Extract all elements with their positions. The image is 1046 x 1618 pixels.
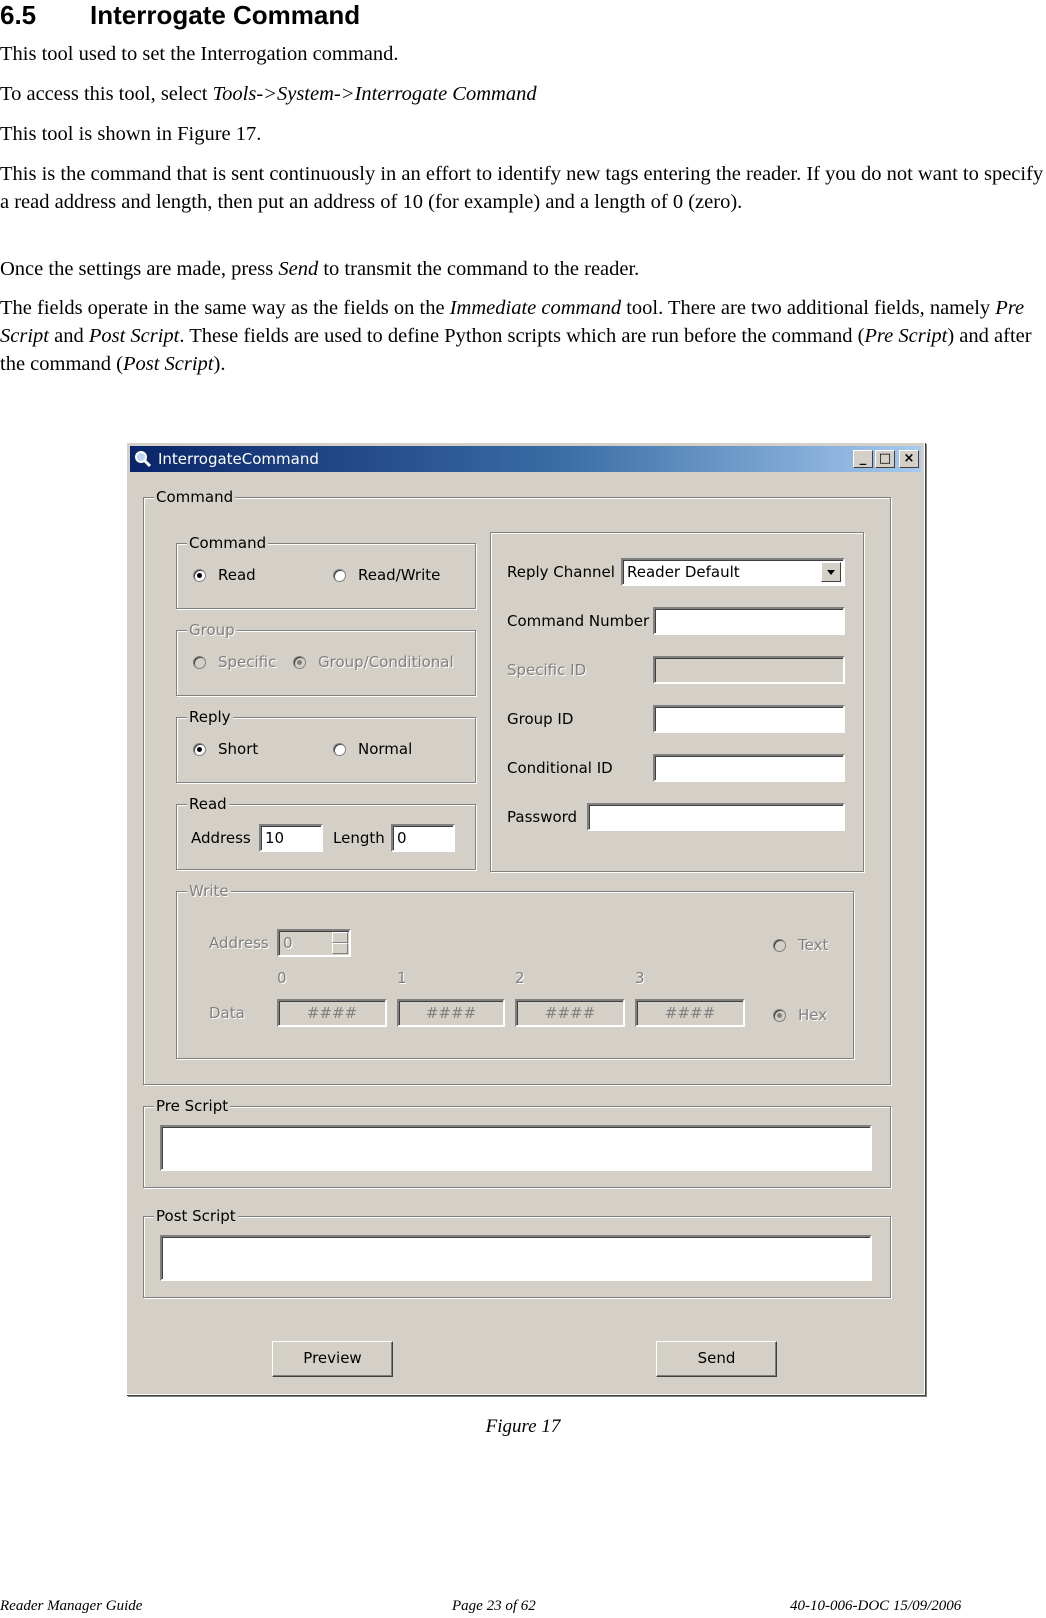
interrogate-command-window bbox=[126, 442, 925, 1395]
password-input[interactable] bbox=[587, 803, 845, 831]
data-col-2: 2 bbox=[515, 969, 525, 987]
spinner-down[interactable] bbox=[332, 943, 348, 954]
read-address-label: Address bbox=[191, 829, 251, 847]
close-button[interactable]: × bbox=[899, 450, 919, 468]
menu-path: Tools->System->Interrogate Command bbox=[212, 83, 537, 105]
write-data-label: Data bbox=[209, 1004, 245, 1022]
reply-channel-label: Reply Channel bbox=[507, 563, 615, 581]
write-address-value: 0 bbox=[283, 934, 293, 952]
command-number-label: Command Number bbox=[507, 612, 650, 630]
p6-e: ) and after the command ( bbox=[0, 325, 1032, 375]
specific-id-label: Specific ID bbox=[507, 661, 587, 679]
group-id-input[interactable] bbox=[653, 705, 845, 733]
read-radio-dot[interactable] bbox=[193, 569, 206, 582]
short-radio-dot[interactable] bbox=[193, 743, 206, 756]
paragraph-2 bbox=[0, 80, 1046, 108]
p6-a: The fields operate in the same way as the fields on the bbox=[0, 297, 450, 319]
section-number: 6.5 bbox=[0, 0, 37, 30]
minimize-button[interactable]: _ bbox=[853, 450, 873, 468]
command-number-input[interactable] bbox=[653, 607, 845, 635]
command-type-legend: Command bbox=[189, 534, 267, 552]
data-col-0: 0 bbox=[277, 969, 287, 987]
post-script-group bbox=[143, 1207, 891, 1298]
footer-center: Page 23 of 62 bbox=[452, 1598, 536, 1614]
post-script-input[interactable] bbox=[160, 1235, 872, 1281]
specific-radio[interactable] bbox=[193, 653, 276, 671]
group-conditional-radio[interactable] bbox=[293, 653, 454, 671]
paragraph-3: This tool is shown in Figure 17. bbox=[0, 123, 262, 145]
p6-em4: Pre Script bbox=[864, 325, 948, 347]
text-radio[interactable] bbox=[773, 936, 828, 954]
window-title: InterrogateCommand bbox=[158, 450, 319, 468]
paragraph-6 bbox=[0, 294, 1046, 378]
hex-radio-dot[interactable] bbox=[773, 1009, 786, 1022]
chevron-down-icon[interactable] bbox=[821, 562, 841, 582]
normal-radio-dot[interactable] bbox=[333, 743, 346, 756]
preview-button[interactable]: Preview bbox=[272, 1341, 393, 1377]
reply-channel-value: Reader Default bbox=[627, 563, 740, 581]
send-button[interactable]: Send bbox=[656, 1341, 777, 1377]
data-col-1: 1 bbox=[397, 969, 407, 987]
p5-suffix: to transmit the command to the reader. bbox=[318, 258, 640, 280]
p6-em1: Immediate command bbox=[449, 297, 622, 319]
p6-b: tool. There are two additional fields, namely bbox=[621, 297, 996, 319]
paragraph-4: This is the command that is sent continuously in an effort to identify new tags entering the reader. If you do not want to specify a read address and length, then put an address of 10 (for example) and a length of 0 (zero). bbox=[0, 163, 1044, 213]
p6-f: ). bbox=[213, 353, 226, 375]
normal-radio[interactable] bbox=[333, 740, 412, 758]
read-radio-label: Read bbox=[218, 566, 256, 584]
read-length-label: Length bbox=[333, 829, 385, 847]
short-radio[interactable] bbox=[193, 740, 258, 758]
read-write-radio[interactable] bbox=[333, 566, 440, 584]
password-label: Password bbox=[507, 808, 578, 826]
conditional-id-label: Conditional ID bbox=[507, 759, 613, 777]
text-radio-label: Text bbox=[798, 936, 829, 954]
spinner-arrows-icon[interactable] bbox=[332, 932, 348, 956]
p5-em: Send bbox=[278, 258, 319, 280]
reply-channel-select[interactable] bbox=[621, 558, 845, 586]
section-title: Interrogate Command bbox=[90, 0, 361, 30]
group-conditional-radio-label: Group/Conditional bbox=[318, 653, 454, 671]
maximize-button[interactable]: □ bbox=[875, 450, 895, 468]
magnifier-icon bbox=[134, 450, 152, 468]
paragraph-5 bbox=[0, 255, 1046, 283]
p5-prefix: Once the settings are made, press bbox=[0, 258, 279, 280]
title-bar[interactable] bbox=[130, 446, 921, 472]
data-field-2[interactable]: #### bbox=[515, 999, 625, 1027]
figure-caption: Figure 17 bbox=[485, 1416, 561, 1437]
reply-type-group bbox=[176, 708, 476, 783]
post-script-legend: Post Script bbox=[156, 1207, 236, 1225]
write-legend: Write bbox=[189, 882, 229, 900]
footer-right: 40-10-006-DOC 15/09/2006 bbox=[790, 1598, 962, 1614]
data-field-1[interactable]: #### bbox=[397, 999, 505, 1027]
pre-script-input[interactable] bbox=[160, 1125, 872, 1171]
read-legend: Read bbox=[189, 795, 227, 813]
data-col-3: 3 bbox=[635, 969, 645, 987]
group-type-legend: Group bbox=[189, 621, 235, 639]
data-field-3[interactable]: #### bbox=[635, 999, 745, 1027]
normal-radio-label: Normal bbox=[358, 740, 413, 758]
pre-script-group bbox=[143, 1097, 891, 1188]
group-type-group bbox=[176, 621, 476, 696]
data-field-0[interactable]: #### bbox=[277, 999, 387, 1027]
reply-type-legend: Reply bbox=[189, 708, 231, 726]
read-group bbox=[176, 795, 476, 870]
reply-settings-panel bbox=[490, 532, 864, 872]
read-radio[interactable] bbox=[193, 566, 256, 584]
spinner-up[interactable] bbox=[332, 932, 348, 943]
write-address-spinner[interactable] bbox=[277, 929, 351, 957]
read-write-radio-dot[interactable] bbox=[333, 569, 346, 582]
p6-em2: Pre Script bbox=[0, 297, 1025, 347]
read-length-input[interactable]: 0 bbox=[391, 824, 455, 852]
p2-prefix: To access this tool, select bbox=[0, 83, 213, 105]
specific-radio-dot[interactable] bbox=[193, 656, 206, 669]
paragraph-1: This tool used to set the Interrogation command. bbox=[0, 43, 399, 65]
command-outer-group bbox=[143, 488, 891, 1085]
p6-c: and bbox=[48, 325, 89, 347]
write-address-label: Address bbox=[209, 934, 269, 952]
short-radio-label: Short bbox=[218, 740, 259, 758]
text-radio-dot[interactable] bbox=[773, 939, 786, 952]
specific-id-input[interactable] bbox=[653, 656, 845, 684]
command-outer-legend: Command bbox=[156, 488, 234, 506]
p6-em3: Post Script bbox=[88, 325, 180, 347]
read-address-input[interactable]: 10 bbox=[259, 824, 323, 852]
section-heading bbox=[0, 0, 360, 30]
conditional-id-input[interactable] bbox=[653, 754, 845, 782]
group-id-label: Group ID bbox=[507, 710, 574, 728]
group-conditional-radio-dot[interactable] bbox=[293, 656, 306, 669]
pre-script-legend: Pre Script bbox=[156, 1097, 229, 1115]
hex-radio[interactable] bbox=[773, 1006, 827, 1024]
command-type-group bbox=[176, 534, 476, 609]
specific-radio-label: Specific bbox=[218, 653, 277, 671]
read-write-radio-label: Read/Write bbox=[358, 566, 441, 584]
footer-left: Reader Manager Guide bbox=[0, 1598, 143, 1614]
p6-d: . These fields are used to define Python scripts which are run before the command ( bbox=[179, 325, 865, 347]
hex-radio-label: Hex bbox=[798, 1006, 828, 1024]
p6-em5: Post Script bbox=[122, 353, 214, 375]
write-group bbox=[176, 882, 854, 1059]
